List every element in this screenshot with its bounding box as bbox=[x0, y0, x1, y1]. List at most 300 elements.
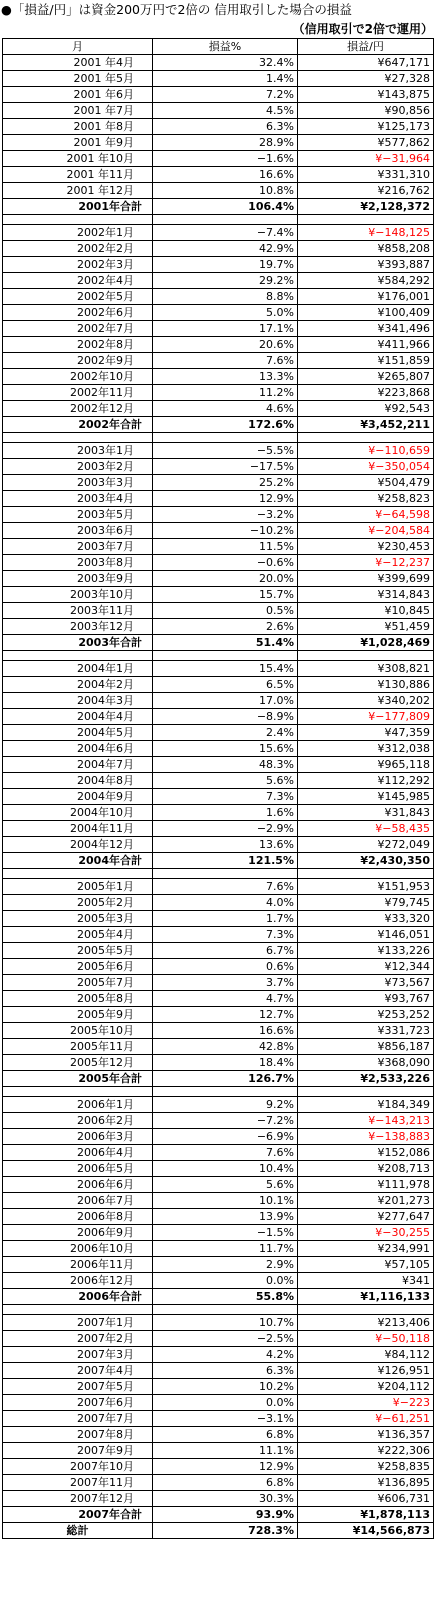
month-cell: 2003年7月 bbox=[3, 539, 153, 555]
yen-cell: ¥258,835 bbox=[298, 1459, 434, 1475]
yen-cell: ¥216,762 bbox=[298, 183, 434, 199]
month-cell: 2005年11月 bbox=[3, 1039, 153, 1055]
percent-cell: 18.4% bbox=[153, 1055, 298, 1071]
yen-cell: ¥411,966 bbox=[298, 337, 434, 353]
yen-cell: ¥856,187 bbox=[298, 1039, 434, 1055]
table-row bbox=[3, 289, 434, 305]
percent-cell: 30.3% bbox=[153, 1491, 298, 1507]
table-row bbox=[3, 587, 434, 603]
percent-cell: 7.2% bbox=[153, 87, 298, 103]
table-row bbox=[3, 225, 434, 241]
percent-cell: 19.7% bbox=[153, 257, 298, 273]
month-cell: 2007年5月 bbox=[3, 1379, 153, 1395]
yen-cell: ¥341 bbox=[298, 1273, 434, 1289]
percent-cell: 5.0% bbox=[153, 305, 298, 321]
month-cell: 2001 年8月 bbox=[3, 119, 153, 135]
percent-cell: −2.5% bbox=[153, 1331, 298, 1347]
table-row bbox=[3, 555, 434, 571]
table-row bbox=[3, 1145, 434, 1161]
percent-cell: 20.0% bbox=[153, 571, 298, 587]
month-cell: 2005年8月 bbox=[3, 991, 153, 1007]
percent-cell: 10.2% bbox=[153, 1379, 298, 1395]
yen-cell: ¥393,887 bbox=[298, 257, 434, 273]
yen-cell: ¥2,128,372 bbox=[298, 199, 434, 215]
table-row bbox=[3, 337, 434, 353]
percent-cell: 11.7% bbox=[153, 1241, 298, 1257]
yen-cell: ¥277,647 bbox=[298, 1209, 434, 1225]
spacer-cell bbox=[3, 1305, 153, 1315]
yen-cell: ¥331,310 bbox=[298, 167, 434, 183]
percent-cell: 6.5% bbox=[153, 677, 298, 693]
yen-cell: ¥57,105 bbox=[298, 1257, 434, 1273]
percent-cell: −8.9% bbox=[153, 709, 298, 725]
table-row bbox=[3, 821, 434, 837]
table-row bbox=[3, 805, 434, 821]
percent-cell: −1.5% bbox=[153, 1225, 298, 1241]
month-cell: 2002年11月 bbox=[3, 385, 153, 401]
yen-cell: ¥−138,883 bbox=[298, 1129, 434, 1145]
percent-cell: 4.7% bbox=[153, 991, 298, 1007]
percent-cell: 4.6% bbox=[153, 401, 298, 417]
yen-cell: ¥93,767 bbox=[298, 991, 434, 1007]
month-cell: 2007年7月 bbox=[3, 1411, 153, 1427]
month-cell: 2006年5月 bbox=[3, 1161, 153, 1177]
yen-cell: ¥−350,054 bbox=[298, 459, 434, 475]
table-row bbox=[3, 1241, 434, 1257]
table-row bbox=[3, 1427, 434, 1443]
percent-cell: 10.8% bbox=[153, 183, 298, 199]
table-row bbox=[3, 677, 434, 693]
month-cell: 2004年5月 bbox=[3, 725, 153, 741]
table-row bbox=[3, 459, 434, 475]
month-cell: 2006年9月 bbox=[3, 1225, 153, 1241]
yen-cell: ¥−12,237 bbox=[298, 555, 434, 571]
percent-cell: −10.2% bbox=[153, 523, 298, 539]
yen-cell: ¥−223 bbox=[298, 1395, 434, 1411]
percent-cell: 20.6% bbox=[153, 337, 298, 353]
yen-cell: ¥577,862 bbox=[298, 135, 434, 151]
table-row bbox=[3, 1055, 434, 1071]
percent-cell: 8.8% bbox=[153, 289, 298, 305]
percent-cell: 32.4% bbox=[153, 55, 298, 71]
yen-cell: ¥125,173 bbox=[298, 119, 434, 135]
table-row bbox=[3, 401, 434, 417]
table-row bbox=[3, 475, 434, 491]
month-cell: 2006年7月 bbox=[3, 1193, 153, 1209]
percent-cell: −17.5% bbox=[153, 459, 298, 475]
table-row bbox=[3, 151, 434, 167]
spacer-cell bbox=[298, 1087, 434, 1097]
yen-cell: ¥126,951 bbox=[298, 1363, 434, 1379]
table-row bbox=[3, 911, 434, 927]
yen-cell: ¥10,845 bbox=[298, 603, 434, 619]
month-cell: 総計 bbox=[3, 1523, 153, 1539]
table-row bbox=[3, 1193, 434, 1209]
table-row bbox=[3, 1475, 434, 1491]
percent-cell: 12.9% bbox=[153, 491, 298, 507]
yen-cell: ¥143,875 bbox=[298, 87, 434, 103]
table-row bbox=[3, 1315, 434, 1331]
percent-cell: 17.1% bbox=[153, 321, 298, 337]
percent-cell: 42.8% bbox=[153, 1039, 298, 1055]
table-row bbox=[3, 1177, 434, 1193]
month-cell: 2007年11月 bbox=[3, 1475, 153, 1491]
yen-cell: ¥201,273 bbox=[298, 1193, 434, 1209]
percent-cell: 6.3% bbox=[153, 1363, 298, 1379]
month-cell: 2006年3月 bbox=[3, 1129, 153, 1145]
yen-cell: ¥84,112 bbox=[298, 1347, 434, 1363]
percent-cell: 10.1% bbox=[153, 1193, 298, 1209]
year-total-row bbox=[3, 199, 434, 215]
month-cell: 2004年4月 bbox=[3, 709, 153, 725]
percent-cell: 5.6% bbox=[153, 773, 298, 789]
month-cell: 2005年6月 bbox=[3, 959, 153, 975]
table-row bbox=[3, 183, 434, 199]
month-cell: 2002年9月 bbox=[3, 353, 153, 369]
yen-cell: ¥31,843 bbox=[298, 805, 434, 821]
month-cell: 2005年12月 bbox=[3, 1055, 153, 1071]
percent-cell: 1.4% bbox=[153, 71, 298, 87]
month-cell: 2004年11月 bbox=[3, 821, 153, 837]
month-cell: 2001 年10月 bbox=[3, 151, 153, 167]
percent-cell: −7.4% bbox=[153, 225, 298, 241]
percent-cell: 29.2% bbox=[153, 273, 298, 289]
month-cell: 2006年11月 bbox=[3, 1257, 153, 1273]
table-row bbox=[3, 1023, 434, 1039]
percent-cell: 15.4% bbox=[153, 661, 298, 677]
table-row bbox=[3, 353, 434, 369]
spacer-row bbox=[3, 1087, 434, 1097]
table-row bbox=[3, 167, 434, 183]
month-cell: 2003年11月 bbox=[3, 603, 153, 619]
table-row bbox=[3, 789, 434, 805]
table-header-row bbox=[3, 39, 434, 55]
month-cell: 2005年2月 bbox=[3, 895, 153, 911]
table-row bbox=[3, 119, 434, 135]
yen-cell: ¥130,886 bbox=[298, 677, 434, 693]
table-row bbox=[3, 1273, 434, 1289]
percent-cell: 121.5% bbox=[153, 853, 298, 869]
table-row bbox=[3, 709, 434, 725]
profit-table-body bbox=[3, 39, 434, 1539]
yen-cell: ¥1,028,469 bbox=[298, 635, 434, 651]
percent-cell: 48.3% bbox=[153, 757, 298, 773]
table-row bbox=[3, 1459, 434, 1475]
table-row bbox=[3, 975, 434, 991]
spacer-cell bbox=[3, 215, 153, 225]
year-total-row bbox=[3, 1289, 434, 1305]
yen-cell: ¥33,320 bbox=[298, 911, 434, 927]
table-row bbox=[3, 507, 434, 523]
month-cell: 2001 年4月 bbox=[3, 55, 153, 71]
month-cell: 2003年10月 bbox=[3, 587, 153, 603]
table-row bbox=[3, 927, 434, 943]
table-row bbox=[3, 241, 434, 257]
yen-cell: ¥504,479 bbox=[298, 475, 434, 491]
table-row bbox=[3, 1007, 434, 1023]
year-total-row bbox=[3, 1071, 434, 1087]
month-cell: 2007年1月 bbox=[3, 1315, 153, 1331]
month-cell: 2002年7月 bbox=[3, 321, 153, 337]
month-cell: 2004年7月 bbox=[3, 757, 153, 773]
table-row bbox=[3, 135, 434, 151]
percent-cell: 10.4% bbox=[153, 1161, 298, 1177]
month-cell: 2003年合計 bbox=[3, 635, 153, 651]
month-cell: 2001 年11月 bbox=[3, 167, 153, 183]
table-row bbox=[3, 1491, 434, 1507]
percent-cell: 25.2% bbox=[153, 475, 298, 491]
spacer-row bbox=[3, 433, 434, 443]
table-row bbox=[3, 1379, 434, 1395]
month-cell: 2007年6月 bbox=[3, 1395, 153, 1411]
spacer-cell bbox=[298, 651, 434, 661]
percent-cell: 16.6% bbox=[153, 1023, 298, 1039]
spacer-cell bbox=[3, 1087, 153, 1097]
month-cell: 2005年5月 bbox=[3, 943, 153, 959]
yen-cell: ¥265,807 bbox=[298, 369, 434, 385]
percent-cell: 0.0% bbox=[153, 1273, 298, 1289]
yen-cell: ¥−50,118 bbox=[298, 1331, 434, 1347]
table-row bbox=[3, 1411, 434, 1427]
yen-cell: ¥208,713 bbox=[298, 1161, 434, 1177]
month-cell: 2004年1月 bbox=[3, 661, 153, 677]
month-cell: 2004年9月 bbox=[3, 789, 153, 805]
table-row bbox=[3, 1257, 434, 1273]
spacer-cell bbox=[153, 869, 298, 879]
month-cell: 2007年10月 bbox=[3, 1459, 153, 1475]
yen-cell: ¥314,843 bbox=[298, 587, 434, 603]
yen-cell: ¥272,049 bbox=[298, 837, 434, 853]
table-row bbox=[3, 571, 434, 587]
table-row bbox=[3, 71, 434, 87]
month-cell: 2001 年9月 bbox=[3, 135, 153, 151]
month-cell: 2005年3月 bbox=[3, 911, 153, 927]
table-row bbox=[3, 959, 434, 975]
table-row bbox=[3, 879, 434, 895]
percent-cell: 7.3% bbox=[153, 927, 298, 943]
table-row bbox=[3, 1363, 434, 1379]
month-cell: 2001 年12月 bbox=[3, 183, 153, 199]
percent-cell: 55.8% bbox=[153, 1289, 298, 1305]
table-row bbox=[3, 273, 434, 289]
header-month: 月 bbox=[3, 39, 153, 55]
spacer-cell bbox=[3, 869, 153, 879]
month-cell: 2007年9月 bbox=[3, 1443, 153, 1459]
page-title: ●「損益/円」は資金200万円で2倍の 信用取引した場合の損益 bbox=[1, 2, 352, 17]
spacer-row bbox=[3, 215, 434, 225]
spacer-cell bbox=[298, 1305, 434, 1315]
percent-cell: 2.9% bbox=[153, 1257, 298, 1273]
month-cell: 2001 年7月 bbox=[3, 103, 153, 119]
month-cell: 2002年4月 bbox=[3, 273, 153, 289]
table-row bbox=[3, 693, 434, 709]
month-cell: 2004年合計 bbox=[3, 853, 153, 869]
month-cell: 2003年8月 bbox=[3, 555, 153, 571]
yen-cell: ¥14,566,873 bbox=[298, 1523, 434, 1539]
month-cell: 2001年合計 bbox=[3, 199, 153, 215]
percent-cell: 106.4% bbox=[153, 199, 298, 215]
yen-cell: ¥−61,251 bbox=[298, 1411, 434, 1427]
month-cell: 2007年4月 bbox=[3, 1363, 153, 1379]
spacer-row bbox=[3, 1305, 434, 1315]
yen-cell: ¥858,208 bbox=[298, 241, 434, 257]
table-row bbox=[3, 1129, 434, 1145]
percent-cell: 0.6% bbox=[153, 959, 298, 975]
table-row bbox=[3, 1347, 434, 1363]
percent-cell: −1.6% bbox=[153, 151, 298, 167]
yen-cell: ¥27,328 bbox=[298, 71, 434, 87]
yen-cell: ¥−177,809 bbox=[298, 709, 434, 725]
percent-cell: 9.2% bbox=[153, 1097, 298, 1113]
percent-cell: −6.9% bbox=[153, 1129, 298, 1145]
spacer-row bbox=[3, 651, 434, 661]
percent-cell: 93.9% bbox=[153, 1507, 298, 1523]
percent-cell: −2.9% bbox=[153, 821, 298, 837]
percent-cell: −5.5% bbox=[153, 443, 298, 459]
year-total-row bbox=[3, 417, 434, 433]
table-row bbox=[3, 1209, 434, 1225]
percent-cell: 15.7% bbox=[153, 587, 298, 603]
month-cell: 2006年8月 bbox=[3, 1209, 153, 1225]
table-row bbox=[3, 1039, 434, 1055]
table-subtitle: （信用取引で2倍で運用） bbox=[292, 22, 433, 36]
percent-cell: 6.7% bbox=[153, 943, 298, 959]
table-row bbox=[3, 1395, 434, 1411]
month-cell: 2002年6月 bbox=[3, 305, 153, 321]
percent-cell: −3.2% bbox=[153, 507, 298, 523]
table-row bbox=[3, 619, 434, 635]
month-cell: 2007年合計 bbox=[3, 1507, 153, 1523]
month-cell: 2002年12月 bbox=[3, 401, 153, 417]
month-cell: 2006年2月 bbox=[3, 1113, 153, 1129]
spacer-cell bbox=[298, 869, 434, 879]
yen-cell: ¥−148,125 bbox=[298, 225, 434, 241]
yen-cell: ¥79,745 bbox=[298, 895, 434, 911]
table-row bbox=[3, 491, 434, 507]
yen-cell: ¥176,001 bbox=[298, 289, 434, 305]
table-row bbox=[3, 55, 434, 71]
percent-cell: 16.6% bbox=[153, 167, 298, 183]
spacer-cell bbox=[298, 215, 434, 225]
percent-cell: 11.1% bbox=[153, 1443, 298, 1459]
month-cell: 2001 年6月 bbox=[3, 87, 153, 103]
percent-cell: 4.0% bbox=[153, 895, 298, 911]
yen-cell: ¥152,086 bbox=[298, 1145, 434, 1161]
yen-cell: ¥1,116,133 bbox=[298, 1289, 434, 1305]
spacer-cell bbox=[298, 433, 434, 443]
month-cell: 2004年12月 bbox=[3, 837, 153, 853]
yen-cell: ¥223,868 bbox=[298, 385, 434, 401]
percent-cell: 4.5% bbox=[153, 103, 298, 119]
month-cell: 2002年10月 bbox=[3, 369, 153, 385]
percent-cell: 3.7% bbox=[153, 975, 298, 991]
yen-cell: ¥92,543 bbox=[298, 401, 434, 417]
table-row bbox=[3, 369, 434, 385]
table-row bbox=[3, 1331, 434, 1347]
yen-cell: ¥112,292 bbox=[298, 773, 434, 789]
table-row bbox=[3, 1161, 434, 1177]
yen-cell: ¥−58,435 bbox=[298, 821, 434, 837]
table-row bbox=[3, 943, 434, 959]
percent-cell: −7.2% bbox=[153, 1113, 298, 1129]
percent-cell: 728.3% bbox=[153, 1523, 298, 1539]
percent-cell: 7.6% bbox=[153, 879, 298, 895]
table-row bbox=[3, 757, 434, 773]
table-row bbox=[3, 837, 434, 853]
header-percent: 損益% bbox=[153, 39, 298, 55]
percent-cell: 5.6% bbox=[153, 1177, 298, 1193]
yen-cell: ¥584,292 bbox=[298, 273, 434, 289]
yen-cell: ¥399,699 bbox=[298, 571, 434, 587]
month-cell: 2005年9月 bbox=[3, 1007, 153, 1023]
yen-cell: ¥−31,964 bbox=[298, 151, 434, 167]
yen-cell: ¥184,349 bbox=[298, 1097, 434, 1113]
table-row bbox=[3, 103, 434, 119]
percent-cell: 1.7% bbox=[153, 911, 298, 927]
table-row bbox=[3, 603, 434, 619]
month-cell: 2007年2月 bbox=[3, 1331, 153, 1347]
percent-cell: 7.6% bbox=[153, 353, 298, 369]
month-cell: 2002年3月 bbox=[3, 257, 153, 273]
grand-total-row bbox=[3, 1523, 434, 1539]
month-cell: 2001 年5月 bbox=[3, 71, 153, 87]
spacer-cell bbox=[3, 433, 153, 443]
table-row bbox=[3, 1113, 434, 1129]
spacer-cell bbox=[153, 1305, 298, 1315]
yen-cell: ¥100,409 bbox=[298, 305, 434, 321]
year-total-row bbox=[3, 1507, 434, 1523]
percent-cell: 11.5% bbox=[153, 539, 298, 555]
table-row bbox=[3, 87, 434, 103]
month-cell: 2006年合計 bbox=[3, 1289, 153, 1305]
month-cell: 2007年3月 bbox=[3, 1347, 153, 1363]
yen-cell: ¥3,452,211 bbox=[298, 417, 434, 433]
month-cell: 2003年9月 bbox=[3, 571, 153, 587]
percent-cell: 42.9% bbox=[153, 241, 298, 257]
yen-cell: ¥230,453 bbox=[298, 539, 434, 555]
yen-cell: ¥90,856 bbox=[298, 103, 434, 119]
month-cell: 2006年12月 bbox=[3, 1273, 153, 1289]
yen-cell: ¥145,985 bbox=[298, 789, 434, 805]
month-cell: 2005年1月 bbox=[3, 879, 153, 895]
yen-cell: ¥−143,213 bbox=[298, 1113, 434, 1129]
table-row bbox=[3, 385, 434, 401]
month-cell: 2003年12月 bbox=[3, 619, 153, 635]
spacer-cell bbox=[153, 433, 298, 443]
month-cell: 2004年2月 bbox=[3, 677, 153, 693]
month-cell: 2002年8月 bbox=[3, 337, 153, 353]
month-cell: 2006年6月 bbox=[3, 1177, 153, 1193]
year-total-row bbox=[3, 853, 434, 869]
percent-cell: 12.9% bbox=[153, 1459, 298, 1475]
header-yen: 損益/円 bbox=[298, 39, 434, 55]
table-row bbox=[3, 661, 434, 677]
table-row bbox=[3, 443, 434, 459]
percent-cell: 10.7% bbox=[153, 1315, 298, 1331]
table-row bbox=[3, 895, 434, 911]
yen-cell: ¥234,991 bbox=[298, 1241, 434, 1257]
yen-cell: ¥340,202 bbox=[298, 693, 434, 709]
table-row bbox=[3, 1097, 434, 1113]
percent-cell: −0.6% bbox=[153, 555, 298, 571]
yen-cell: ¥213,406 bbox=[298, 1315, 434, 1331]
month-cell: 2004年6月 bbox=[3, 741, 153, 757]
yen-cell: ¥−30,255 bbox=[298, 1225, 434, 1241]
month-cell: 2005年10月 bbox=[3, 1023, 153, 1039]
percent-cell: 4.2% bbox=[153, 1347, 298, 1363]
percent-cell: 126.7% bbox=[153, 1071, 298, 1087]
month-cell: 2002年合計 bbox=[3, 417, 153, 433]
